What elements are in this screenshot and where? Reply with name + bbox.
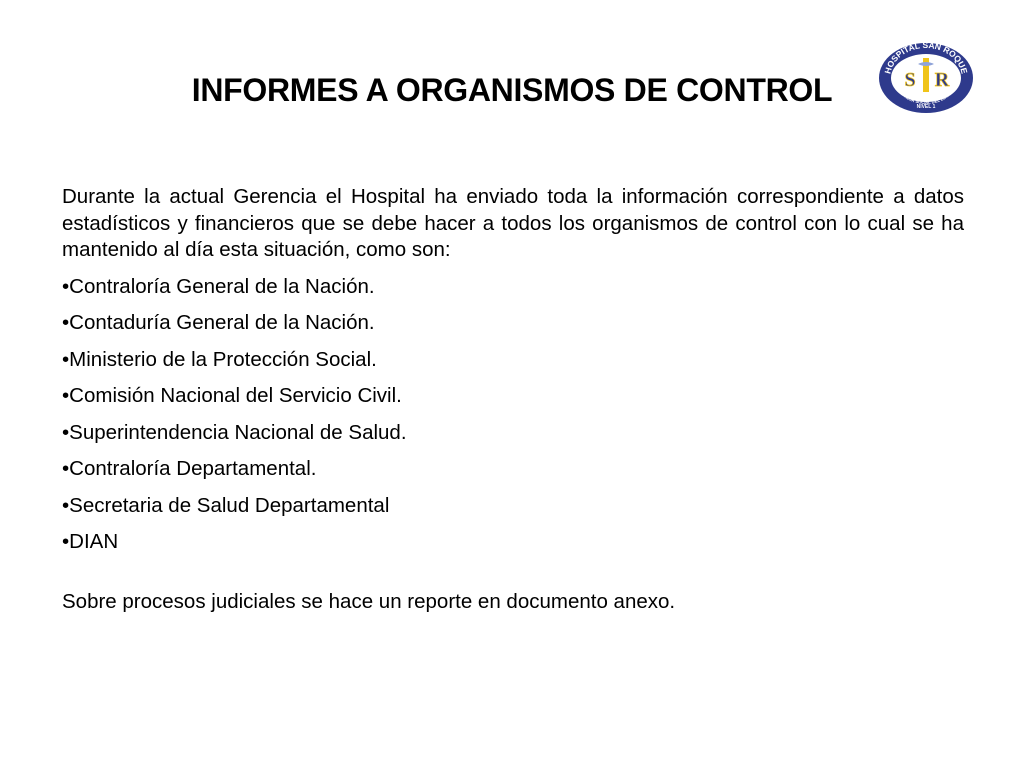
logo-top-text: HOSPITAL SAN ROQUE: [882, 39, 970, 75]
list-item: •Contaduría General de la Nación.: [62, 311, 375, 334]
organisms-list: [62, 274, 964, 566]
logo-ring-text: EMPRESA SOCIAL DEL ESTADO: [897, 87, 955, 106]
list-item: •Contraloría General de la Nación.: [62, 274, 375, 298]
list-item: •Comisión Nacional del Servicio Civil.: [62, 384, 402, 407]
logo-initial-right: R: [934, 69, 950, 91]
intro-paragraph: Durante la actual Gerencia el Hospital ha enviado toda la información correspondiente a datos estadísticos y financieros que se debe hacer a todos los organismos de control con lo cual se ha mantenido al día esta situación, como son:: [62, 185, 964, 261]
closing-paragraph: Sobre procesos judiciales se hace un reporte en documento anexo.: [62, 589, 676, 613]
hospital-logo-emblem: [876, 38, 976, 114]
logo-level-text: NIVEL 1: [916, 104, 936, 110]
list-item: •DIAN: [62, 530, 119, 553]
list-item: •Secretaria de Salud Departamental: [62, 493, 390, 517]
slide-title: INFORMES A ORGANISMOS DE CONTROL: [191, 72, 833, 108]
hospital-logo: [876, 38, 976, 114]
list-item: •Ministerio de la Protección Social.: [62, 347, 377, 371]
logo-initial-left: S: [904, 69, 916, 91]
slide-body: [62, 184, 964, 615]
list-item: •Contraloría Departamental.: [62, 457, 317, 480]
list-item: •Superintendencia Nacional de Salud.: [62, 420, 407, 444]
